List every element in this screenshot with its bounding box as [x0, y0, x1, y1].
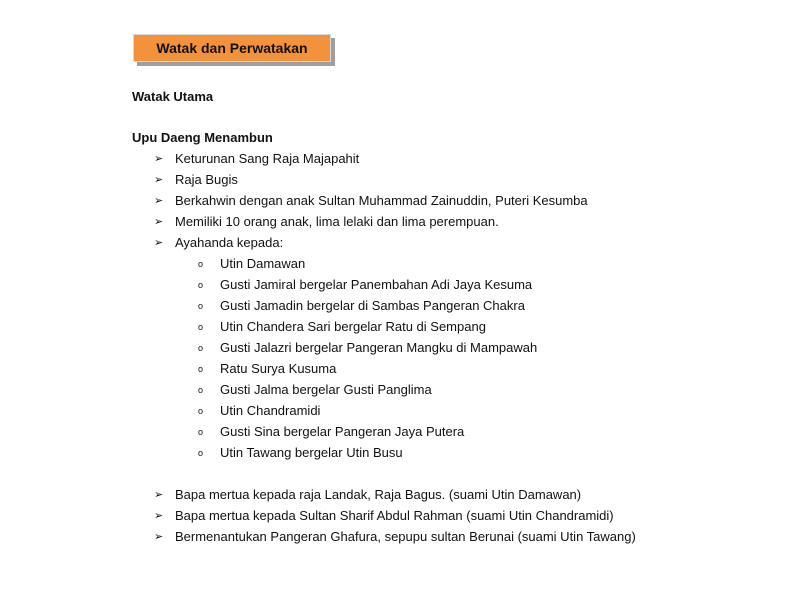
- list-item-text: Gusti Jalma bergelar Gusti Panglima: [220, 382, 432, 397]
- list-item-text: Utin Chandramidi: [220, 403, 321, 418]
- list-item-text: Bapa mertua kepada Sultan Sharif Abdul Rahman (suami Utin Chandramidi): [175, 508, 614, 523]
- arrow-bullet-icon: ➢: [154, 489, 164, 501]
- circle-bullet-icon: o: [198, 322, 204, 332]
- list-item-text: Gusti Jalazri bergelar Pangeran Mangku di Mampawah: [220, 340, 538, 355]
- arrow-bullet-icon: ➢: [154, 237, 164, 249]
- circle-bullet-icon: o: [198, 385, 204, 395]
- list-item-text: Gusti Jamiral bergelar Panembahan Adi Jaya Kesuma: [220, 277, 533, 292]
- main-character-heading: Watak Utama: [132, 89, 214, 104]
- arrow-bullet-icon: ➢: [154, 510, 164, 522]
- section-title: Watak dan Perwatakan: [156, 40, 308, 56]
- list-item-text: Utin Chandera Sari bergelar Ratu di Sempang: [220, 319, 486, 334]
- list-item-text: Keturunan Sang Raja Majapahit: [175, 151, 360, 166]
- list-item-text: Gusti Jamadin bergelar di Sambas Pangeran Chakra: [220, 298, 525, 313]
- list-item-text: Utin Damawan: [220, 256, 306, 271]
- arrow-bullet-icon: ➢: [154, 531, 164, 543]
- circle-bullet-icon: o: [198, 406, 204, 416]
- section-title-box: [133, 34, 331, 62]
- list-item-text: Utin Tawang bergelar Utin Busu: [220, 445, 403, 460]
- circle-bullet-icon: o: [198, 280, 204, 290]
- circle-bullet-icon: o: [198, 259, 204, 269]
- circle-bullet-icon: o: [198, 301, 204, 311]
- character-name-heading: Upu Daeng Menambun: [132, 130, 273, 145]
- list-item-text: Memiliki 10 orang anak, lima lelaki dan lima perempuan.: [175, 214, 499, 229]
- list-item-text: Berkahwin dengan anak Sultan Muhammad Zainuddin, Puteri Kesumba: [175, 193, 588, 208]
- list-item-text: Ratu Surya Kusuma: [220, 361, 337, 376]
- list-item-text: Bermenantukan Pangeran Ghafura, sepupu sultan Berunai (suami Utin Tawang): [175, 529, 636, 544]
- list-item-text: Bapa mertua kepada raja Landak, Raja Bagus. (suami Utin Damawan): [175, 487, 582, 502]
- circle-bullet-icon: o: [198, 343, 204, 353]
- circle-bullet-icon: o: [198, 364, 204, 374]
- circle-bullet-icon: o: [198, 448, 204, 458]
- list-item-text: Raja Bugis: [175, 172, 238, 187]
- arrow-bullet-icon: ➢: [154, 195, 164, 207]
- arrow-bullet-icon: ➢: [154, 153, 164, 165]
- list-item-text: Ayahanda kepada:: [175, 235, 284, 250]
- arrow-bullet-icon: ➢: [154, 216, 164, 228]
- circle-bullet-icon: o: [198, 427, 204, 437]
- arrow-bullet-icon: ➢: [154, 174, 164, 186]
- list-item-text: Gusti Sina bergelar Pangeran Jaya Putera: [220, 424, 465, 439]
